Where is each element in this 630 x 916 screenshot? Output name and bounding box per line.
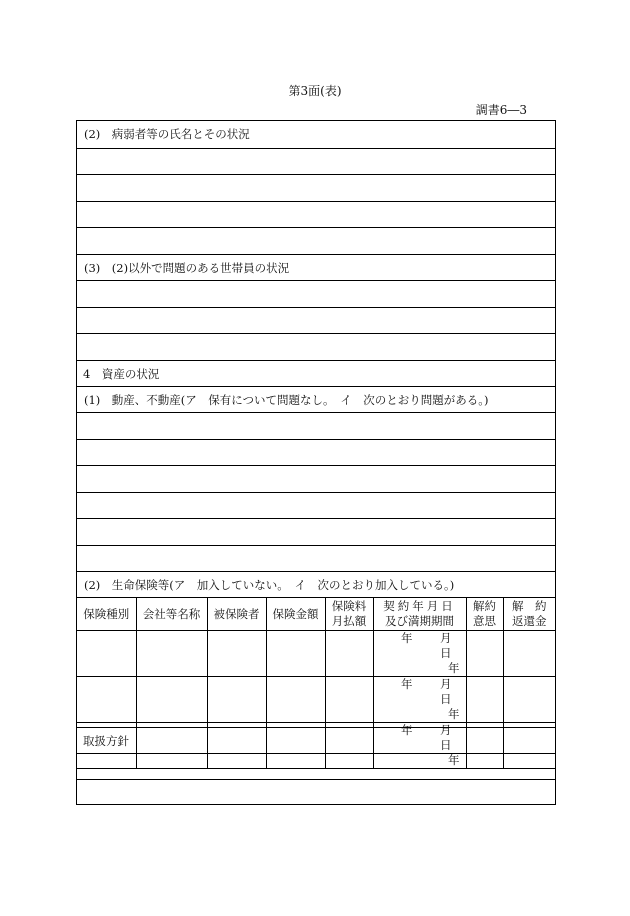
header-cancel-line-2: 意思 [473, 614, 496, 628]
policy-heading: 取扱方針 [83, 734, 129, 748]
header-refund-line-2: 返還金 [512, 614, 547, 628]
header-refund-line-1: 解 約 [512, 599, 547, 613]
header-company-name: 会社等名称 [136, 598, 207, 631]
realestate-line-5[interactable] [77, 518, 555, 545]
section-3-line-3[interactable] [77, 333, 555, 360]
header-refund [503, 598, 555, 631]
cell-type[interactable] [77, 631, 136, 677]
assets-heading: 4 資産の状況 [83, 367, 160, 381]
cell-contract-date[interactable] [373, 677, 479, 723]
header-contract-line-2: 及び満期期間 [385, 614, 454, 628]
section-2-heading-row [77, 121, 555, 148]
cell-refund[interactable] [503, 677, 555, 723]
section-3-heading: (3) (2)以外で問題のある世帯員の状況 [84, 261, 290, 275]
cell-refund[interactable] [503, 631, 555, 677]
cell-type[interactable] [77, 677, 136, 723]
header-cancel-intent [466, 598, 503, 631]
date-ymd: 年 月 日 [401, 677, 479, 706]
survey-form [76, 120, 556, 805]
header-cancel-line-1: 解約 [473, 599, 496, 613]
cell-premium[interactable] [325, 631, 373, 677]
realestate-line-1[interactable] [77, 412, 555, 439]
cell-company[interactable] [136, 677, 207, 723]
section-3-line-1[interactable] [77, 280, 555, 307]
date-ymd: 年 月 日 [401, 631, 479, 660]
header-insurance-type: 保険種別 [77, 598, 136, 631]
header-premium [325, 598, 373, 631]
header-insured-amount: 保険金額 [266, 598, 325, 631]
cell-amount[interactable] [266, 677, 325, 723]
date-ymd: 年 月 日 [401, 723, 479, 752]
page-title: 第3面(表) [288, 84, 342, 98]
section-2-line-4[interactable] [77, 227, 555, 254]
cell-amount[interactable] [266, 631, 325, 677]
insurance-row [77, 631, 555, 677]
section-2-line-1[interactable] [77, 148, 555, 175]
date-years: 年 [448, 661, 460, 675]
realestate-line-2[interactable] [77, 439, 555, 466]
header-contract-date [373, 598, 466, 631]
realestate-heading-row [77, 386, 555, 413]
cell-company[interactable] [136, 631, 207, 677]
cell-premium[interactable] [325, 677, 373, 723]
insurance-heading: (2) 生命保険等(ア 加入していない。 イ 次のとおり加入している。) [84, 578, 455, 592]
policy-line-2[interactable] [77, 779, 555, 806]
form-code: 調書6―3 [475, 103, 527, 117]
header-insured-person: 被保険者 [207, 598, 266, 631]
cell-insured[interactable] [207, 677, 266, 723]
realestate-heading: (1) 動産、不動産(ア 保有について問題なし。 イ 次のとおり問題がある。) [84, 393, 489, 407]
realestate-line-3[interactable] [77, 465, 555, 492]
realestate-line-4[interactable] [77, 492, 555, 519]
insurance-heading-row [77, 571, 555, 598]
cell-insured[interactable] [207, 631, 266, 677]
cell-contract-date[interactable] [373, 631, 479, 677]
date-years: 年 [448, 707, 460, 721]
date-years: 年 [448, 753, 460, 767]
insurance-row [77, 677, 555, 723]
section-3-line-2[interactable] [77, 307, 555, 334]
header-premium-line-1: 保険料 [331, 599, 367, 613]
header-contract-line-1: 契約年月日 [383, 599, 456, 613]
assets-heading-row [77, 360, 555, 387]
policy-line-1[interactable] [77, 753, 555, 780]
section-2-line-3[interactable] [77, 201, 555, 228]
section-3-heading-row [77, 254, 555, 281]
realestate-line-6[interactable] [77, 545, 555, 572]
policy-heading-row [77, 727, 555, 754]
insurance-header-row [77, 598, 555, 631]
header-premium-line-2: 月払額 [331, 614, 367, 628]
section-2-line-2[interactable] [77, 174, 555, 201]
section-2-heading: (2) 病弱者等の氏名とその状況 [84, 127, 250, 141]
